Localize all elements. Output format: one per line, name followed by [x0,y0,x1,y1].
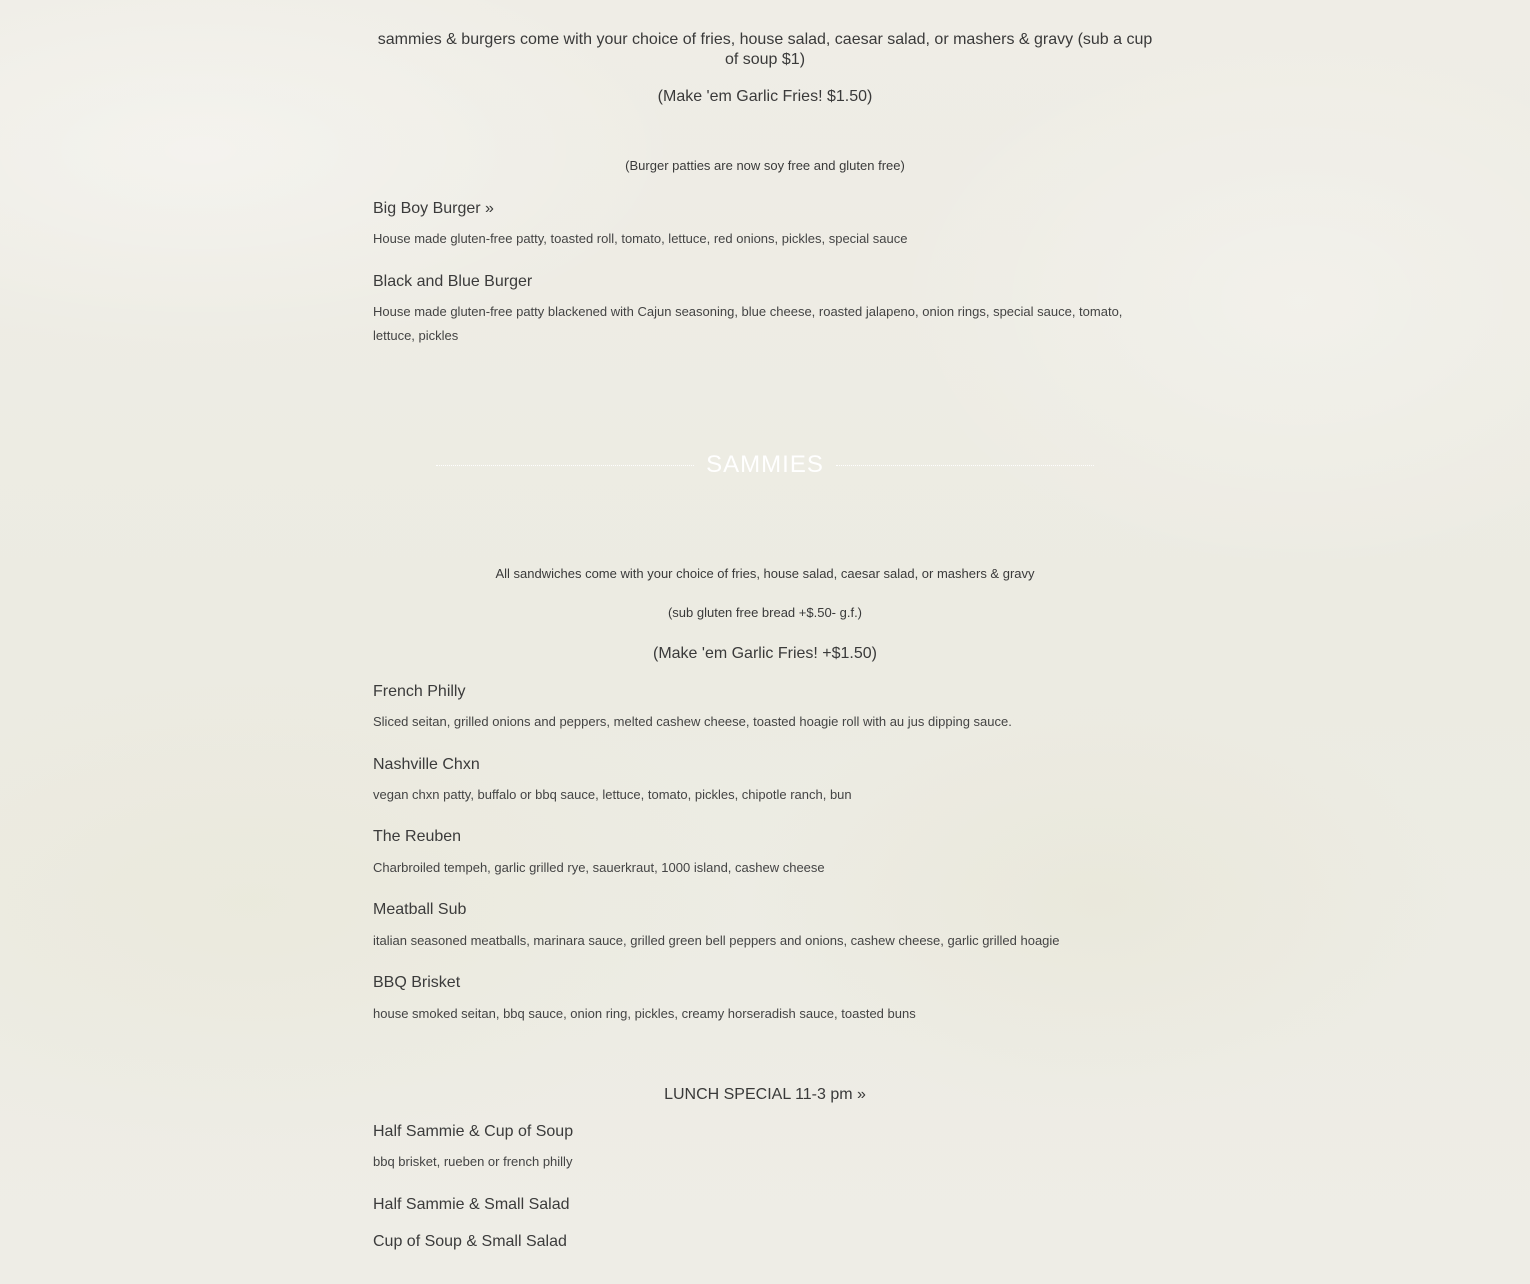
burgers-intro-sides: sammies & burgers come with your choice of fries, house salad, caesar salad, or mashers & gravy (sub a cup of soup $1) [377,31,1153,68]
menu-item-title-big-boy-burger[interactable]: Big Boy Burger » [373,200,494,217]
lunch-special-link[interactable]: LUNCH SPECIAL 11-3 pm » [664,1086,866,1103]
section-heading-label: SAMMIES [706,451,824,478]
sammies-intro-gluten-free-bread: (sub gluten free bread +$.50- g.f.) [667,605,863,620]
menu-item-description: House made gluten-free patty blackened with Cajun seasoning, blue cheese, roasted jalapeno, onion rings, special sauce, tomato, lettuce, pickles [373,304,1123,343]
burgers-intro-patties-note: (Burger patties are now soy free and gluten free) [625,158,905,173]
menu-item-title-french-philly: French Philly [373,683,466,700]
menu-item-title-half-sammie-cup-of-soup: Half Sammie & Cup of Soup [373,1123,574,1140]
menu-item-description: Charbroiled tempeh, garlic grilled rye, sauerkraut, 1000 island, cashew cheese [373,860,825,875]
menu-item-description: bbq brisket, rueben or french philly [373,1154,573,1169]
menu-item-title-meatball-sub: Meatball Sub [373,901,467,918]
menu-item-title-bbq-brisket: BBQ Brisket [373,974,461,991]
menu-item-description: house smoked seitan, bbq sauce, onion ring, pickles, creamy horseradish sauce, toasted buns [373,1006,916,1021]
menu-item-description: vegan chxn patty, buffalo or bbq sauce, lettuce, tomato, pickles, chipotle ranch, bun [373,787,852,802]
menu-item-title-the-reuben: The Reuben [373,828,462,845]
sammies-intro-garlic-fries: (Make 'em Garlic Fries! +$1.50) [652,645,877,662]
menu-item-description: Sliced seitan, grilled onions and peppers, melted cashew cheese, toasted hoagie roll with au jus dipping sauce. [373,714,1012,729]
menu-item-title-half-sammie-small-salad: Half Sammie & Small Salad [373,1196,570,1213]
section-heading-sammies [373,450,1157,482]
menu-item-title-nashville-chxn: Nashville Chxn [373,756,480,773]
burgers-intro-garlic-fries: (Make 'em Garlic Fries! $1.50) [657,88,873,105]
heading-divider-right [836,465,1094,466]
menu-item-title-black-and-blue-burger: Black and Blue Burger [373,273,533,290]
sammies-intro-sides: All sandwiches come with your choice of fries, house salad, caesar salad, or mashers & gravy [495,566,1035,581]
menu-item-description: House made gluten-free patty, toasted roll, tomato, lettuce, red onions, pickles, special sauce [373,231,908,246]
menu-item-description: italian seasoned meatballs, marinara sauce, grilled green bell peppers and onions, cashew cheese, garlic grilled hoagie [373,933,1060,948]
menu-item-title-cup-of-soup-small-salad: Cup of Soup & Small Salad [373,1233,567,1250]
